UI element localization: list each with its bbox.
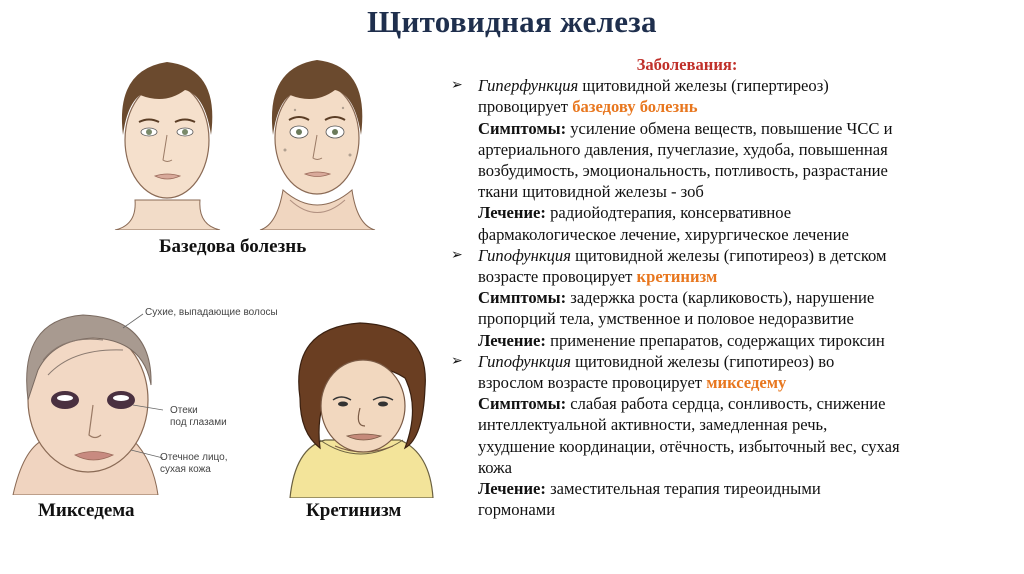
disease-item-adult-hypothyroidism xyxy=(447,351,1017,521)
disease-name: микседему xyxy=(706,373,787,393)
callout-face-line2: сухая кожа xyxy=(160,464,211,475)
symptoms-line: ухудшение координации, отёчность, избыточный вес, сухая xyxy=(478,436,900,456)
disease-item-child-hypothyroidism xyxy=(447,245,1017,351)
face-cretinism-illustration xyxy=(285,318,435,498)
item-intro: Гиперфункция щитовидной железы (гипертиреоз) xyxy=(478,76,829,96)
item-provokes: взрослом возрасте провоцирует микседему xyxy=(478,373,787,393)
arrow-bullet-icon: ➢ xyxy=(451,78,463,94)
callout-eye-edema xyxy=(170,405,227,429)
diseases-heading: Заболевания: xyxy=(636,55,738,74)
treatment-line: Лечение: применение препаратов, содержащих тироксин xyxy=(478,330,885,350)
treatment-line: гормонами xyxy=(478,500,556,520)
disease-item-hyperthyroidism xyxy=(447,75,1017,245)
caption-basedow: Базедова болезнь xyxy=(159,236,307,257)
face-normal-illustration xyxy=(105,50,230,230)
symptoms-line: интеллектуальной активности, замедленная речь, xyxy=(478,415,828,435)
face-myxedema-illustration xyxy=(3,300,163,495)
symptoms-line: артериального давления, пучеглазие, худоба, повышенная xyxy=(478,139,888,159)
item-intro: Гипофункция щитовидной железы (гипотиреоз) в детском xyxy=(478,245,887,265)
disease-name: кретинизм xyxy=(636,267,718,287)
item-intro: Гипофункция щитовидной железы (гипотиреоз) во xyxy=(478,351,835,371)
treatment-line: Лечение: радиойодтерапия, консервативное xyxy=(478,203,792,223)
diseases-text xyxy=(447,54,1017,520)
treatment-line: Лечение: заместительная терапия тиреоидными xyxy=(478,479,821,499)
symptoms-line: Симптомы: задержка роста (карликовость), нарушение xyxy=(478,288,875,308)
callout-dry-hair: Сухие, выпадающие волосы xyxy=(145,307,278,318)
arrow-bullet-icon: ➢ xyxy=(451,247,463,263)
callout-face-line1: Отечное лицо, xyxy=(160,452,228,463)
disease-name: базедову болезнь xyxy=(572,97,698,117)
treatment-line: фармакологическое лечение, хирургическое лечение xyxy=(478,224,849,244)
callout-face xyxy=(160,452,228,476)
callout-eye-edema-line2: под глазами xyxy=(170,417,227,428)
symptoms-line: пропорций тела, умственное и половое недоразвитие xyxy=(478,309,854,329)
item-provokes: возрасте провоцирует кретинизм xyxy=(478,267,718,287)
symptoms-line: возбудимость, эмоциональность, потливость, разрастание xyxy=(478,161,888,181)
item-provokes: провоцирует базедову болезнь xyxy=(478,97,698,117)
symptoms-line: кожа xyxy=(478,457,512,477)
callout-eye-edema-line1: Отеки xyxy=(170,405,198,416)
symptoms-line: Симптомы: усиление обмена веществ, повышение ЧСС и xyxy=(478,118,893,138)
arrow-bullet-icon: ➢ xyxy=(451,353,463,369)
page-title: Щитовидная железа xyxy=(367,4,657,39)
face-basedow-illustration xyxy=(255,50,380,230)
symptoms-line: ткани щитовидной железы - зоб xyxy=(478,182,704,202)
caption-cretinism: Кретинизм xyxy=(306,500,402,521)
caption-myxedema: Микседема xyxy=(38,500,135,521)
symptoms-line: Симптомы: слабая работа сердца, сонливость, снижение xyxy=(478,394,886,414)
